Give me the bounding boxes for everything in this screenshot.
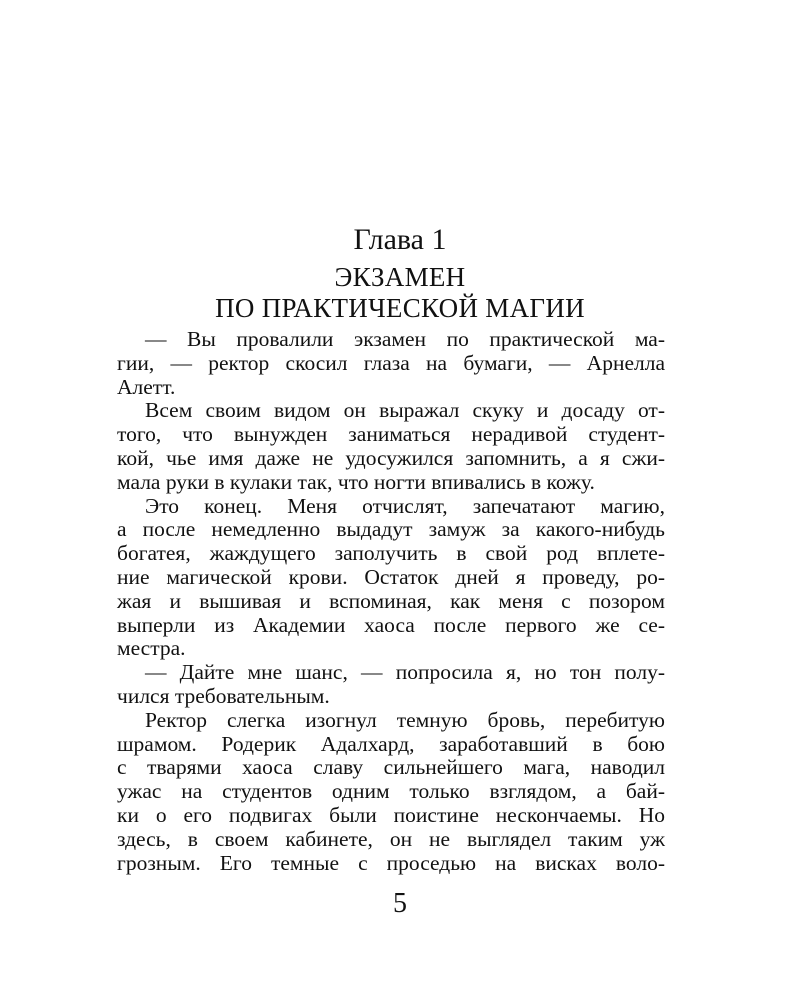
text-line: ки о его подвигах были поистине нескончаемы. Но	[117, 802, 665, 827]
text-line: Алетт.	[117, 374, 176, 399]
text-line: здесь, в своем кабинете, он не выглядел таким уж	[117, 826, 665, 851]
text-line: местра.	[117, 636, 186, 661]
chapter-subtitle	[0, 262, 800, 324]
text-line: выперли из Академии хаоса после первого же се-	[117, 612, 665, 637]
text-line: с тварями хаоса славу сильнейшего мага, наводил	[117, 755, 665, 780]
text-line: а после немедленно выдадут замуж за какого-нибудь	[117, 517, 665, 542]
text-line: чился требовательным.	[117, 683, 330, 708]
text-line: — Дайте мне шанс, — попросила я, но тон полу-	[145, 660, 665, 685]
text-line: мала руки в кулаки так, что ногти впивались в кожу.	[117, 469, 595, 494]
text-line: того, что вынужден заниматься нерадивой студент-	[117, 422, 665, 447]
text-line: — Вы провалили экзамен по практической ма-	[145, 327, 665, 351]
text-line: ние магической крови. Остаток дней я проведу, ро-	[117, 564, 665, 589]
text-line: кой, чье имя даже не удосужился запомнить, а я сжи-	[117, 445, 665, 470]
text-line: богатея, жаждущего заполучить в свой род вплете-	[117, 541, 665, 566]
chapter-title: Глава 1	[353, 223, 447, 256]
text-line: Это конец. Меня отчислят, запечатают магию,	[145, 493, 665, 518]
text-line: Ректор слегка изогнул темную бровь, перебитую	[145, 707, 665, 732]
chapter-subtitle-line-2: ПО ПРАКТИЧЕСКОЙ МАГИИ	[215, 293, 585, 323]
text-line: грозным. Его темные с проседью на висках воло-	[117, 850, 665, 875]
body-text	[117, 328, 665, 875]
text-line: Всем своим видом он выражал скуку и досаду от-	[145, 398, 665, 423]
page-number: 5	[393, 888, 407, 919]
text-line: ужас на студентов одним только взглядом, а бай-	[117, 779, 665, 804]
text-line: шрамом. Родерик Адалхард, заработавший в бою	[117, 731, 665, 756]
text-line: жая и вышивая и вспоминая, как меня с позором	[117, 588, 665, 613]
chapter-subtitle-line-1: ЭКЗАМЕН	[334, 262, 466, 292]
text-line: гии, — ректор скосил глаза на бумаги, — Арнелла	[117, 350, 665, 375]
